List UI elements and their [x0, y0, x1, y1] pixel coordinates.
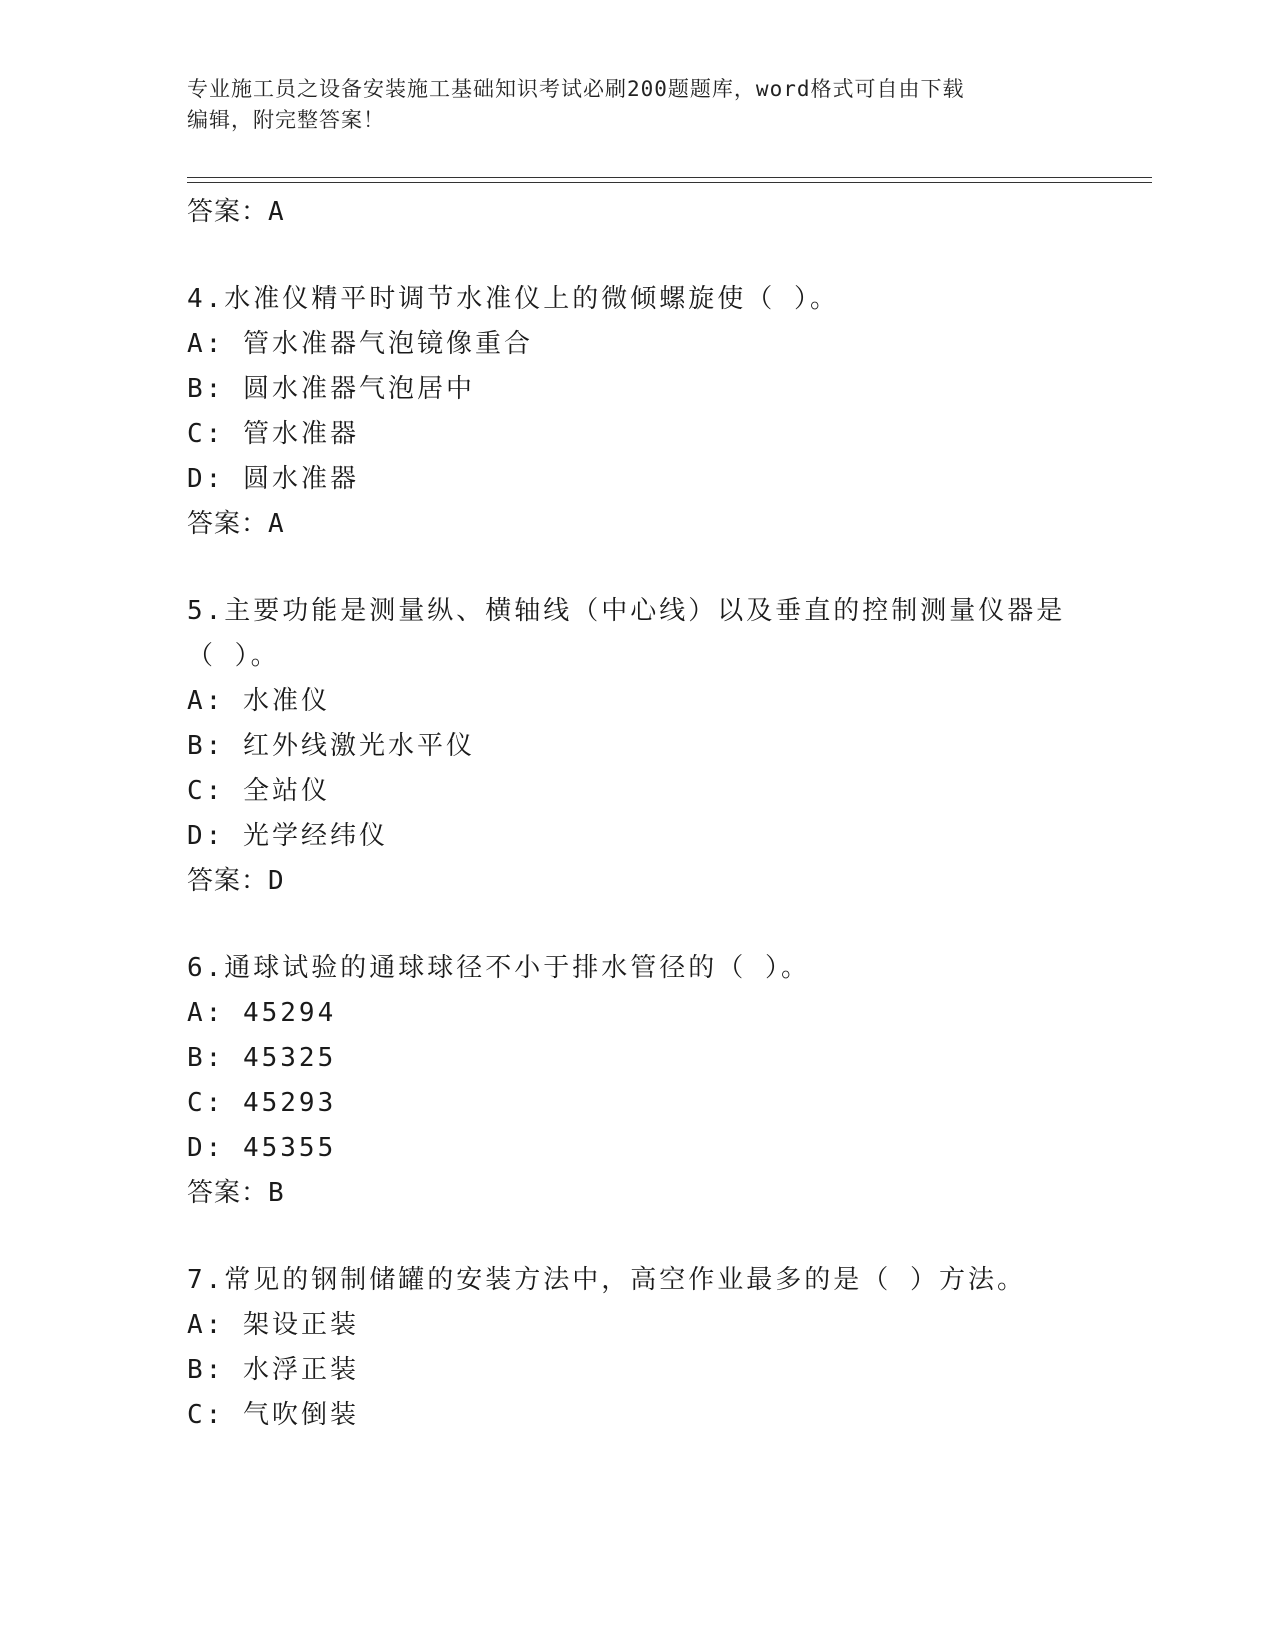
question-text: 4.水准仪精平时调节水准仪上的微倾螺旋使（ ）。: [187, 284, 839, 314]
option-b: B: 红外线激光水平仪: [187, 731, 475, 761]
header-divider-thin: [187, 182, 1152, 183]
document-header: [187, 74, 1107, 136]
question-6: [187, 946, 1152, 1216]
question-text-line-1: 5.主要功能是测量纵、横轴线（中心线）以及垂直的控制测量仪器是: [187, 596, 1066, 626]
option-d: D: 圆水准器: [187, 464, 359, 494]
question-text-line-2: （ ）。: [187, 641, 280, 671]
answer-4: [187, 502, 1152, 547]
option-c: C: 45293: [187, 1088, 337, 1118]
answer-label: 答案：: [187, 1178, 269, 1208]
option-a: A: 架设正装: [187, 1310, 359, 1340]
answer-3: [187, 190, 1152, 235]
spacer: [187, 547, 1152, 589]
spacer: [187, 235, 1152, 277]
answer-value: A: [268, 197, 285, 227]
answer-label: 答案：: [187, 197, 269, 227]
answer-6: [187, 1171, 1152, 1216]
option-b: B: 圆水准器气泡居中: [187, 374, 475, 404]
question-list: [187, 190, 1152, 1438]
option-c: C: 全站仪: [187, 776, 330, 806]
header-title-line-2: 编辑，附完整答案！: [187, 108, 385, 132]
spacer: [187, 1216, 1152, 1258]
option-c: C: 管水准器: [187, 419, 359, 449]
spacer: [187, 904, 1152, 946]
question-5: [187, 589, 1152, 904]
question-text: 6.通球试验的通球球径不小于排水管径的（ ）。: [187, 953, 810, 983]
option-b: B: 45325: [187, 1043, 337, 1073]
option-a: A: 管水准器气泡镜像重合: [187, 329, 533, 359]
question-text: 7.常见的钢制储罐的安装方法中，高空作业最多的是（ ）方法。: [187, 1265, 1026, 1295]
answer-value: B: [268, 1178, 285, 1208]
option-a: A: 45294: [187, 998, 337, 1028]
answer-5: [187, 859, 1152, 904]
answer-value: A: [268, 509, 285, 539]
answer-value: D: [268, 866, 285, 896]
question-7: [187, 1258, 1152, 1438]
option-a: A: 水准仪: [187, 686, 330, 716]
option-c: C: 气吹倒装: [187, 1400, 359, 1430]
header-divider-thick: [187, 177, 1152, 178]
option-d: D: 45355: [187, 1133, 337, 1163]
header-title-line-1: 专业施工员之设备安装施工基础知识考试必刷200题题库，word格式可自由下载: [187, 77, 965, 101]
answer-label: 答案：: [187, 509, 269, 539]
option-d: D: 光学经纬仪: [187, 821, 388, 851]
question-4: [187, 277, 1152, 547]
answer-label: 答案：: [187, 866, 269, 896]
option-b: B: 水浮正装: [187, 1355, 359, 1385]
